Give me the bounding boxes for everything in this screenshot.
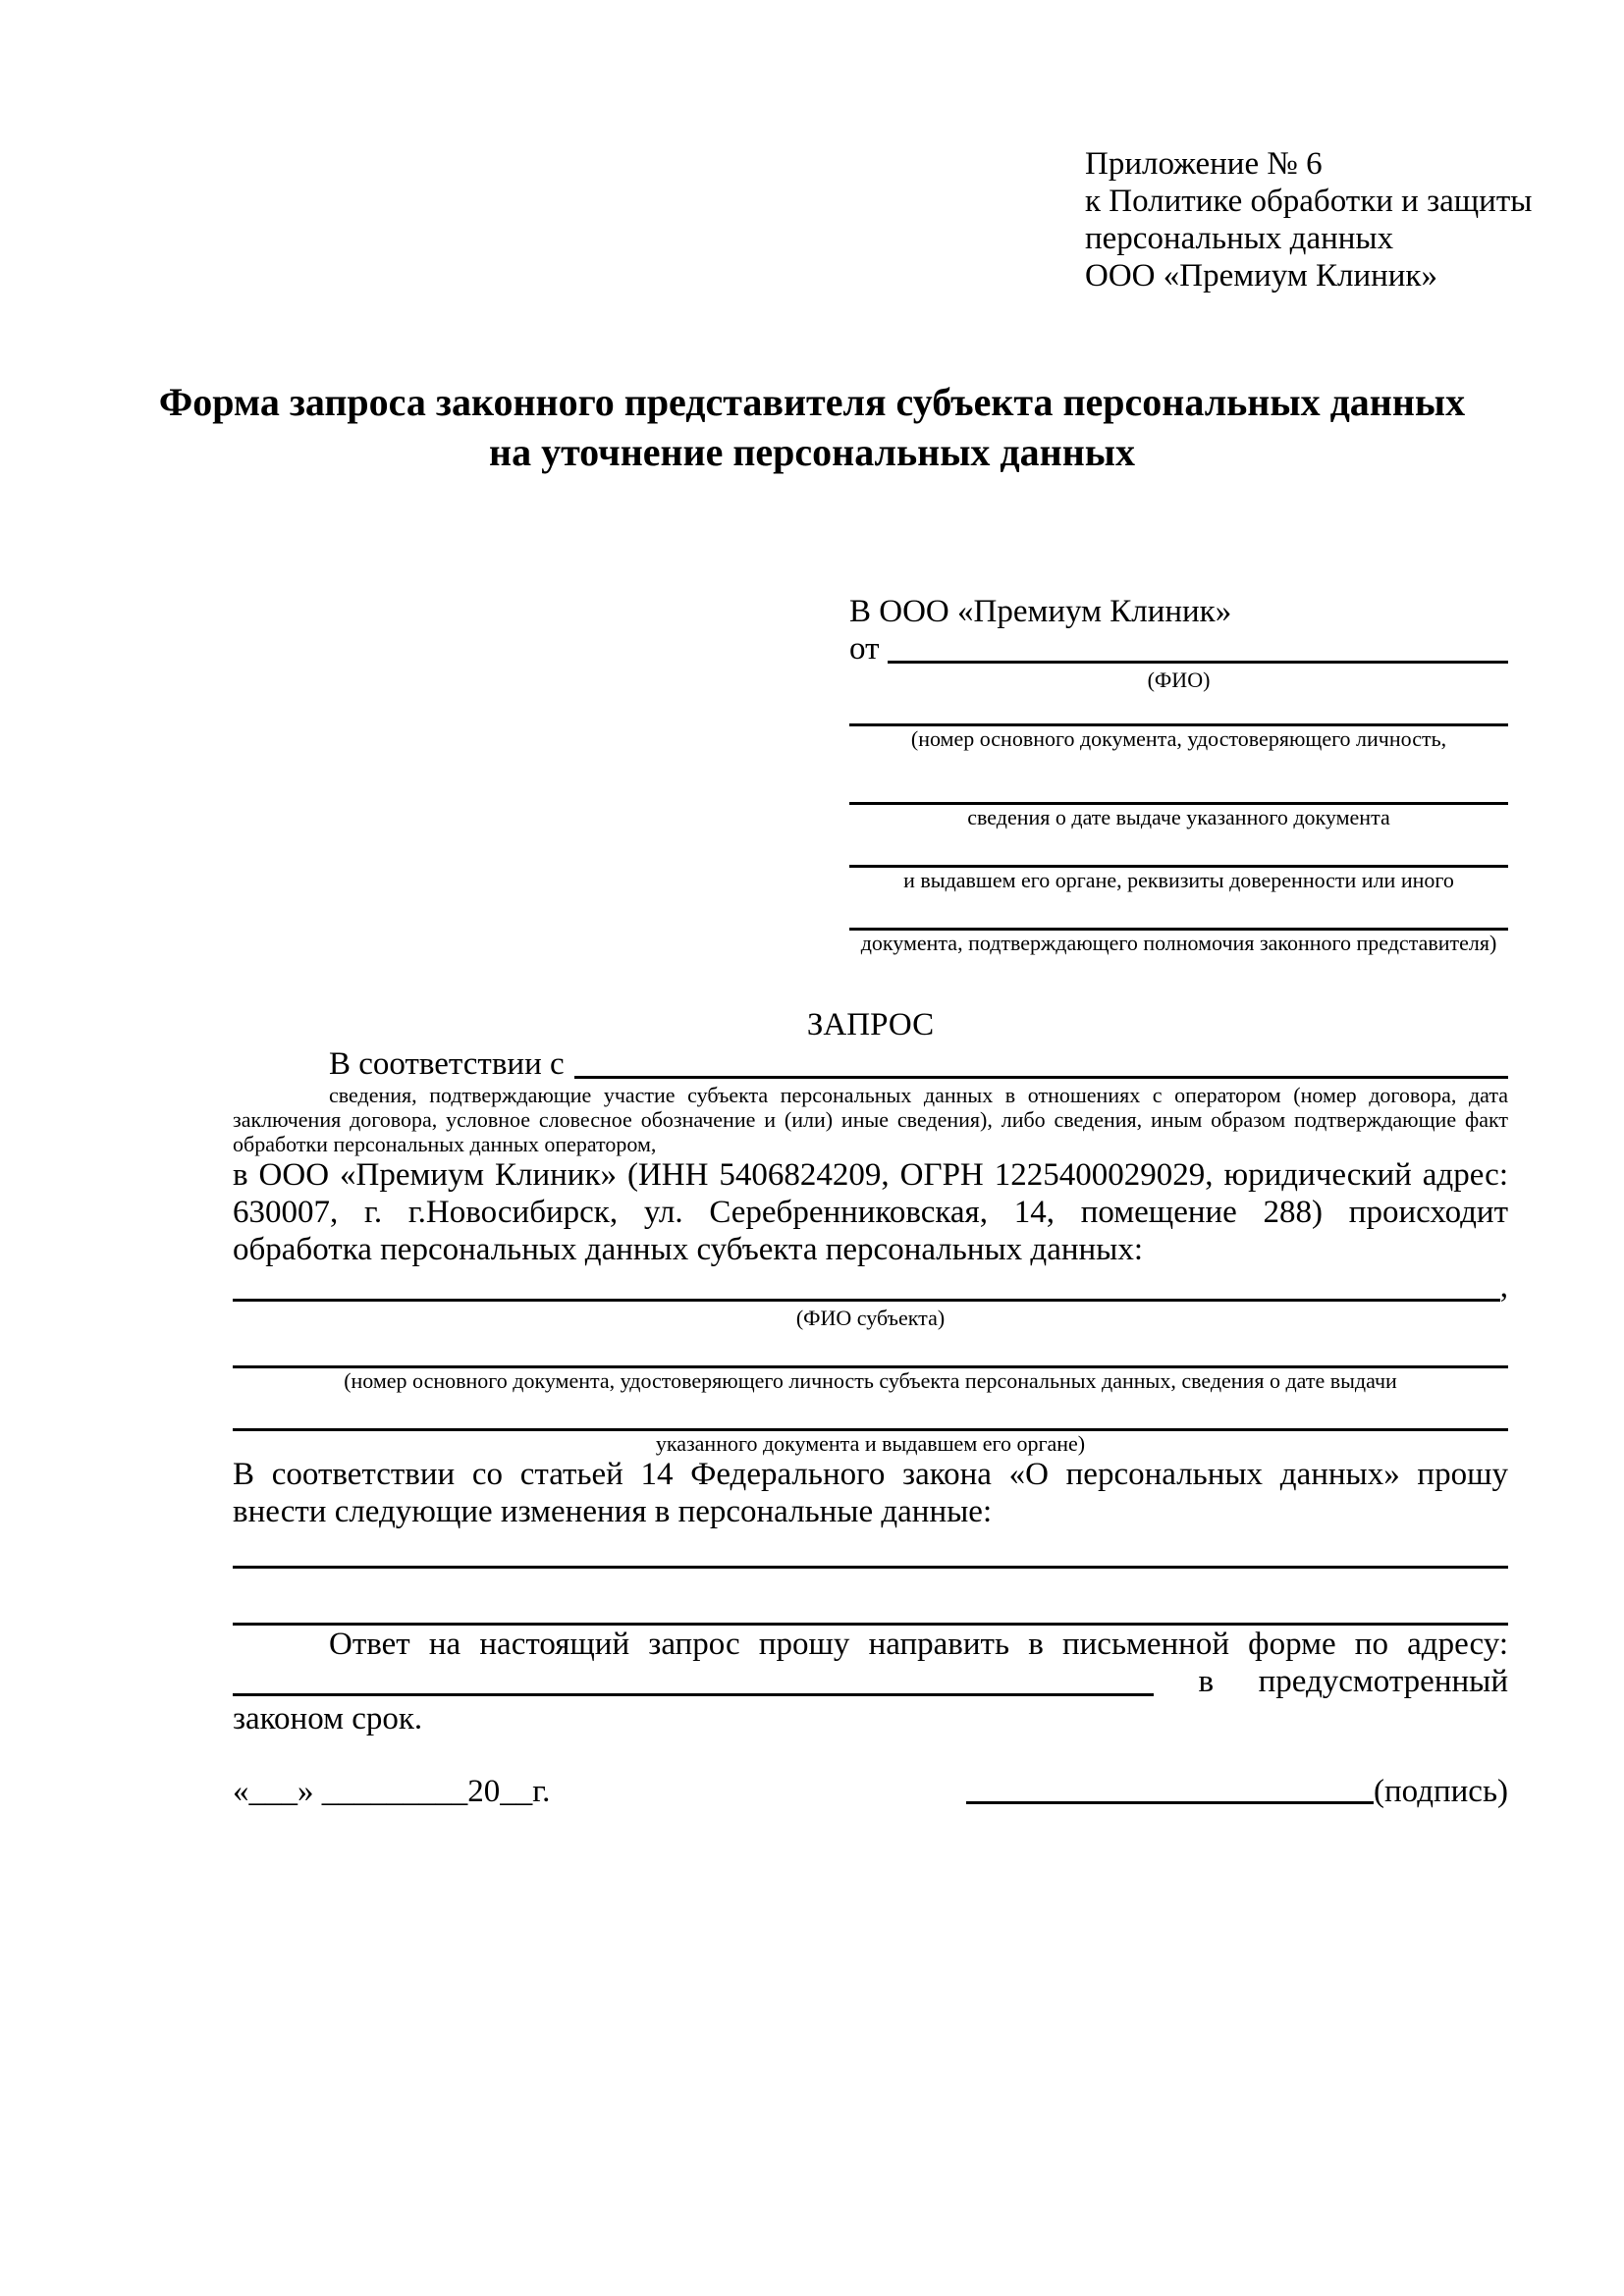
changes-blank-line-2 xyxy=(233,1569,1508,1626)
subject-doc-caption: (номер основного документа, удостоверяющего личность субъекта персональных данных, сведения о дате выдачи xyxy=(344,1368,1397,1393)
answer-word-stipulated: предусмотренный xyxy=(1258,1664,1508,1699)
fio-caption: (ФИО) xyxy=(1147,667,1211,692)
representative-fio-blank-line xyxy=(888,630,1509,664)
request-heading: ЗАПРОС xyxy=(806,1007,935,1042)
operator-paragraph-line: в ООО «Премиум Клиник» (ИНН 5406824209, ОГРН 1225400029029, юридический адрес: xyxy=(233,1157,1508,1193)
address-blank-line xyxy=(233,1693,1154,1696)
trailing-comma: , xyxy=(1499,1269,1508,1305)
addressee-to: В ООО «Премиум Клиник» xyxy=(849,594,1232,629)
answer-word-v: в xyxy=(1198,1664,1215,1699)
document-title xyxy=(0,377,1624,477)
answer-term-line: законом срок. xyxy=(233,1701,423,1736)
subject-fio-blank-line xyxy=(233,1268,1500,1302)
subject-fio-caption: (ФИО субъекта) xyxy=(795,1306,946,1330)
changes-blank-line-1 xyxy=(233,1530,1508,1569)
issue-date-blank-line xyxy=(849,751,1508,805)
appendix-note-line: к Политике обработки и защиты xyxy=(1085,184,1533,219)
addressee-block xyxy=(849,593,1508,955)
appendix-note xyxy=(1085,145,1533,294)
doc-number-caption: (номер основного документа, удостоверяющего личность, xyxy=(910,726,1447,751)
article-paragraph-line: внести следующие изменения в персональные данные: xyxy=(233,1494,993,1529)
date-signature-row xyxy=(233,1773,1508,1810)
subject-doc-blank-line-2 xyxy=(233,1393,1508,1431)
issuing-authority-caption: и выдавшем его органе, реквизиты доверенности или иного xyxy=(903,868,1454,892)
authority-document-caption: документа, подтверждающего полномочия законного представителя) xyxy=(860,931,1497,955)
accordance-caption-line: обработки персональных данных оператором, xyxy=(233,1132,657,1156)
subject-fio-row xyxy=(233,1268,1508,1306)
accordance-blank-line xyxy=(574,1045,1508,1079)
from-row xyxy=(849,630,1508,667)
accordance-caption-line: сведения, подтверждающие участие субъекта персональных данных в отношениях с оператором (номер договора, дата xyxy=(329,1083,1508,1107)
appendix-note-line: ООО «Премиум Клиник» xyxy=(1085,258,1437,294)
document-title-line: на уточнение персональных данных xyxy=(489,430,1135,474)
from-label: от xyxy=(849,631,880,667)
subject-doc-blank-line xyxy=(233,1330,1508,1368)
accordance-caption-line: заключения договора, условное словесное обозначение и (или) иные сведения), либо сведения, иным образом подтверждающие факт xyxy=(233,1107,1508,1132)
date-field: «___» _________20__г. xyxy=(233,1774,551,1809)
appendix-note-line: Приложение № 6 xyxy=(1085,146,1323,182)
operator-paragraph-line: обработка персональных данных субъекта персональных данных: xyxy=(233,1232,1143,1267)
signature-caption: (подпись) xyxy=(1374,1774,1508,1809)
authority-document-blank-line xyxy=(849,892,1508,931)
document-title-line: Форма запроса законного представителя субъекта персональных данных xyxy=(158,380,1466,424)
appendix-note-line: персональных данных xyxy=(1085,221,1394,256)
signature-blank-line xyxy=(966,1801,1374,1804)
doc-number-blank-line xyxy=(849,692,1508,726)
accordance-row xyxy=(233,1045,1508,1083)
operator-paragraph-line: 630007, г. г.Новосибирск, ул. Серебренниковская, 14, помещение 288) происходит xyxy=(233,1195,1508,1230)
subject-doc-caption-2: указанного документа и выдавшем его органе) xyxy=(655,1431,1086,1456)
accordance-prefix: В соответствии с xyxy=(329,1046,565,1082)
address-row xyxy=(233,1663,1508,1700)
issue-date-caption: сведения о дате выдаче указанного документа xyxy=(967,805,1390,829)
issuing-authority-blank-line xyxy=(849,829,1508,868)
article-paragraph-line: В соответствии со статьей 14 Федерального закона «О персональных данных» прошу xyxy=(233,1457,1508,1492)
signature-field xyxy=(966,1773,1508,1810)
answer-paragraph-line: Ответ на настоящий запрос прошу направить в письменной форме по адресу: xyxy=(329,1627,1508,1662)
